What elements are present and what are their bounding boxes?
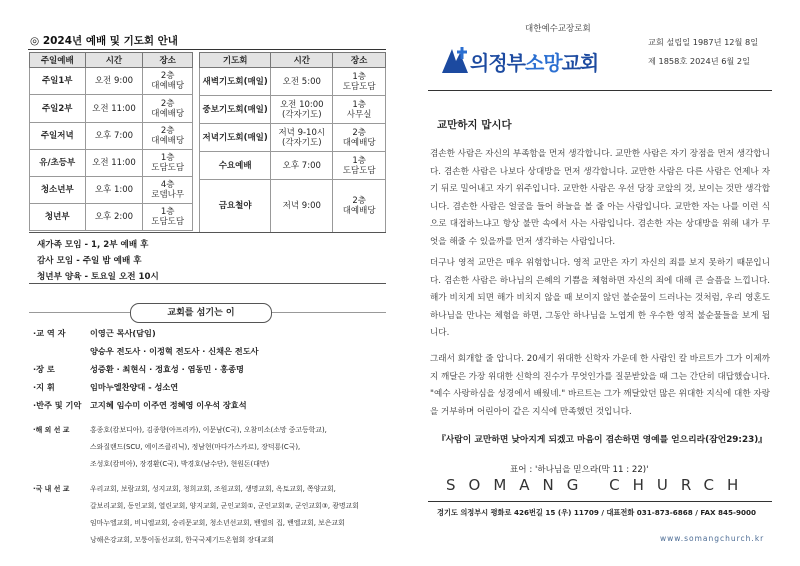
domestic-line: 갈보리교회, 동인교회, 열린교회, 양지교회, 군인교회①, 군인교회②, 군인교회③, 광명교회 bbox=[90, 502, 359, 510]
table-row bbox=[30, 204, 193, 231]
established-date: 교회 설립일 1987년 12월 8일 bbox=[648, 37, 759, 47]
table-row bbox=[200, 96, 386, 124]
table-header: 기도회 bbox=[200, 53, 271, 68]
service-time: 오전 5:00 bbox=[271, 68, 333, 96]
church-english-name: SOMANG CHURCH bbox=[446, 476, 752, 494]
role-label: ·장 로 bbox=[33, 364, 55, 374]
service-place: 2층 대예배당 bbox=[333, 124, 386, 152]
service-time: 오후 2:00 bbox=[85, 204, 143, 231]
worship-table bbox=[29, 52, 193, 231]
service-time: 오전 9:00 bbox=[85, 68, 143, 95]
service-time: 저녁 9:00 bbox=[271, 180, 333, 233]
domestic-label: ·국 내 선 교 bbox=[33, 485, 70, 493]
issue-number: 제 1858호 2024년 6월 2일 bbox=[648, 56, 751, 66]
service-place: 1층 도담도담 bbox=[143, 150, 193, 177]
church-name-a: 의정부 bbox=[470, 51, 525, 75]
info-line: 새가족 모임 - 1, 2부 예배 후 bbox=[37, 240, 149, 250]
role-value: 양승우 전도사 · 이정혁 전도사 · 신채은 전도사 bbox=[90, 346, 259, 356]
service-name: 금요철야 bbox=[200, 180, 271, 233]
role-value: 성증환 · 최현식 · 정효성 · 염동민 · 홍종명 bbox=[90, 364, 244, 374]
service-name: 청소년부 bbox=[30, 177, 86, 204]
service-time: 오전 11:00 bbox=[85, 150, 143, 177]
domestic-line: 임마누엘교회, 비니엘교회, 승리문교회, 청소년선교회, 밴엘의 집, 밴엘교회, 보은교회 bbox=[90, 519, 345, 527]
role-value: 이영근 목사(담임) bbox=[90, 328, 156, 338]
table-row bbox=[30, 123, 193, 150]
role-label: ·반주 및 기악 bbox=[33, 400, 82, 410]
service-time: 오후 7:00 bbox=[271, 152, 333, 180]
table-row bbox=[200, 152, 386, 180]
service-place: 1층 도담도담 bbox=[143, 204, 193, 231]
missionary-line: 스와질랜드(SCU, 에이즈클리닉), 정남현(마다가스카르), 장덕룡(C국), bbox=[90, 443, 301, 451]
table-row bbox=[30, 150, 193, 177]
service-time: 오전 11:00 bbox=[85, 95, 143, 123]
service-name: 청년부 bbox=[30, 204, 86, 231]
table-header: 장소 bbox=[143, 53, 193, 68]
sermon-paragraph: 더구나 영적 교만은 매우 위험합니다. 영적 교만은 자기 자신의 죄를 보지 못하기 때문입니다. 겸손한 사람은 하나님의 은혜의 기쁨을 체험하면 자신의 죄에 대해 큰 슬픔을 느낍니다. 해가 비치게 되면 해가 비치지 않을 때 보이지 않던 불순물이 드러나는 것처럼, 우리 영혼도 하나님을 만나는 체험을 하면, 그동안 하나님을 노엽게 한 우수한 영적 불순물들을 보게 됩니다. bbox=[430, 258, 770, 338]
prayer-table bbox=[199, 52, 386, 233]
table-header: 장소 bbox=[333, 53, 386, 68]
service-place: 1층 도담도담 bbox=[333, 68, 386, 96]
table-row bbox=[30, 95, 193, 123]
section-title: ◎ 2024년 예배 및 기도회 안내 bbox=[30, 35, 178, 47]
service-name: 저녁기도회(매일) bbox=[200, 124, 271, 152]
service-place: 1층 도담도담 bbox=[333, 152, 386, 180]
role-label: ·지 휘 bbox=[33, 382, 55, 392]
church-address: 경기도 의정부시 평화로 426번길 15 (우) 11709 / 대표전화 031-873-6868 / FAX 845-9000 bbox=[437, 508, 757, 517]
table-row bbox=[30, 68, 193, 95]
service-place: 2층 대예배당 bbox=[143, 123, 193, 150]
missionaries-label: ·해 외 선 교 bbox=[33, 426, 70, 434]
service-name: 주일2부 bbox=[30, 95, 86, 123]
denomination: 대한예수교장로회 bbox=[525, 24, 591, 34]
service-place: 2층 대예배당 bbox=[333, 180, 386, 233]
table-row bbox=[200, 124, 386, 152]
address-rule bbox=[428, 501, 772, 502]
bible-verse: 『사람이 교만하면 낮아지게 되겠고 마음이 겸손하면 영예를 얻으리라(잠언29:23)』 bbox=[437, 435, 768, 445]
service-time: 오후 7:00 bbox=[85, 123, 143, 150]
table-row bbox=[200, 68, 386, 96]
header-rule bbox=[428, 90, 772, 91]
sermon-title: 교만하지 맙시다 bbox=[437, 119, 512, 131]
service-place: 2층 대예배당 bbox=[143, 95, 193, 123]
sermon-paragraph: 그래서 회개할 줄 압니다. 20세기 위대한 신학자 가운데 한 사람인 칼 바르트가 그가 이제까지 깨달은 가장 위대한 신학의 진수가 무엇인가를 질문받았을 때 그는 간단히 대답했습니다. "예수 사랑하심을 성경에서 배웠네." 바르트는 그가 깨달았던 많은 위대한 지식에 대한 자랑을 거부하며 어린아이 같은 지식에 만족했던 것입니다. bbox=[430, 354, 770, 417]
table-row bbox=[30, 177, 193, 204]
table-header: 시간 bbox=[85, 53, 143, 68]
table-header: 주일예배 bbox=[30, 53, 86, 68]
service-time: 오후 1:00 bbox=[85, 177, 143, 204]
service-name: 중보기도회(매일) bbox=[200, 96, 271, 124]
church-name-b: 소망 bbox=[524, 51, 562, 75]
church-website[interactable]: www.somangchurch.kr bbox=[660, 534, 765, 543]
sermon-paragraph: 겸손한 사람은 자신의 부족함을 먼저 생각합니다. 교만한 사람은 자기 장점을 먼저 생각합니다. 겸손한 사람은 나보다 상대방을 먼저 생각합니다. 교만한 사람은 다른 사람은 언제나 자기 뒤로 밀어내고 자기 위주입니다. 교만한 사람은 우선 당장 코앞의 것, 보이는 것만 생각합니다. 겸손한 사람은 얼굴을 들어 하늘을 볼 줄 아는 사람입니다. 교만한 자는 나를 이런 식으로 대접하느냐고 항상 불만 속에서 사는 사람입니다. 겸손한 자는 상대방을 위해 내가 무엇을 해줄 수 있을까를 먼저 생각하는 사람입니다. bbox=[430, 149, 770, 247]
missionary-line: 홍종호(캄보디아), 김종향(아프리카), 이문남(C국), 오참미소(소망 중고등학교), bbox=[90, 426, 327, 434]
missionary-line: 조성호(캄비아), 장경환(C국), 박경호(남수단), 현원돈(대만) bbox=[90, 460, 270, 468]
service-place: 1층 사무실 bbox=[333, 96, 386, 124]
role-value: 임마누엘찬양대 - 성소연 bbox=[90, 382, 179, 392]
church-logo-icon bbox=[440, 43, 474, 77]
service-name: 수요예배 bbox=[200, 152, 271, 180]
role-label: ·교 역 자 bbox=[33, 328, 66, 338]
table-header: 시간 bbox=[271, 53, 333, 68]
service-time: 오전 10:00 (각자기도) bbox=[271, 96, 333, 124]
church-name bbox=[470, 47, 598, 76]
table-row bbox=[200, 180, 386, 233]
domestic-line: 우리교회, 보람교회, 성지교회, 청희교회, 조원교회, 생명교회, 옥토교회, 쪽양교회, bbox=[90, 485, 336, 493]
service-name: 새벽기도회(매일) bbox=[200, 68, 271, 96]
role-value: 고지혜 임수미 이주연 정혜영 이우석 장효석 bbox=[90, 400, 247, 410]
section-rule bbox=[28, 49, 386, 50]
service-name: 주일1부 bbox=[30, 68, 86, 95]
service-time: 저녁 9-10시 (각자기도) bbox=[271, 124, 333, 152]
service-name: 유/초등부 bbox=[30, 150, 86, 177]
info-line: 감사 모임 - 주일 밤 예배 후 bbox=[37, 256, 142, 266]
info-line: 청년부 양육 - 토요일 오전 10시 bbox=[37, 272, 159, 282]
service-place: 2층 대예배당 bbox=[143, 68, 193, 95]
domestic-line: 낭해은강교회, 모퉁이돌선교회, 한국국제기드온협회 장대교회 bbox=[90, 536, 275, 544]
serve-title: 교회를 섬기는 이 bbox=[130, 303, 272, 323]
church-name-c: 교회 bbox=[561, 51, 599, 75]
service-name: 주일저녁 bbox=[30, 123, 86, 150]
church-motto: 표어 : '하나님을 믿으라(막 11 : 22)' bbox=[510, 465, 649, 475]
service-place: 4층 로뎀나무 bbox=[143, 177, 193, 204]
